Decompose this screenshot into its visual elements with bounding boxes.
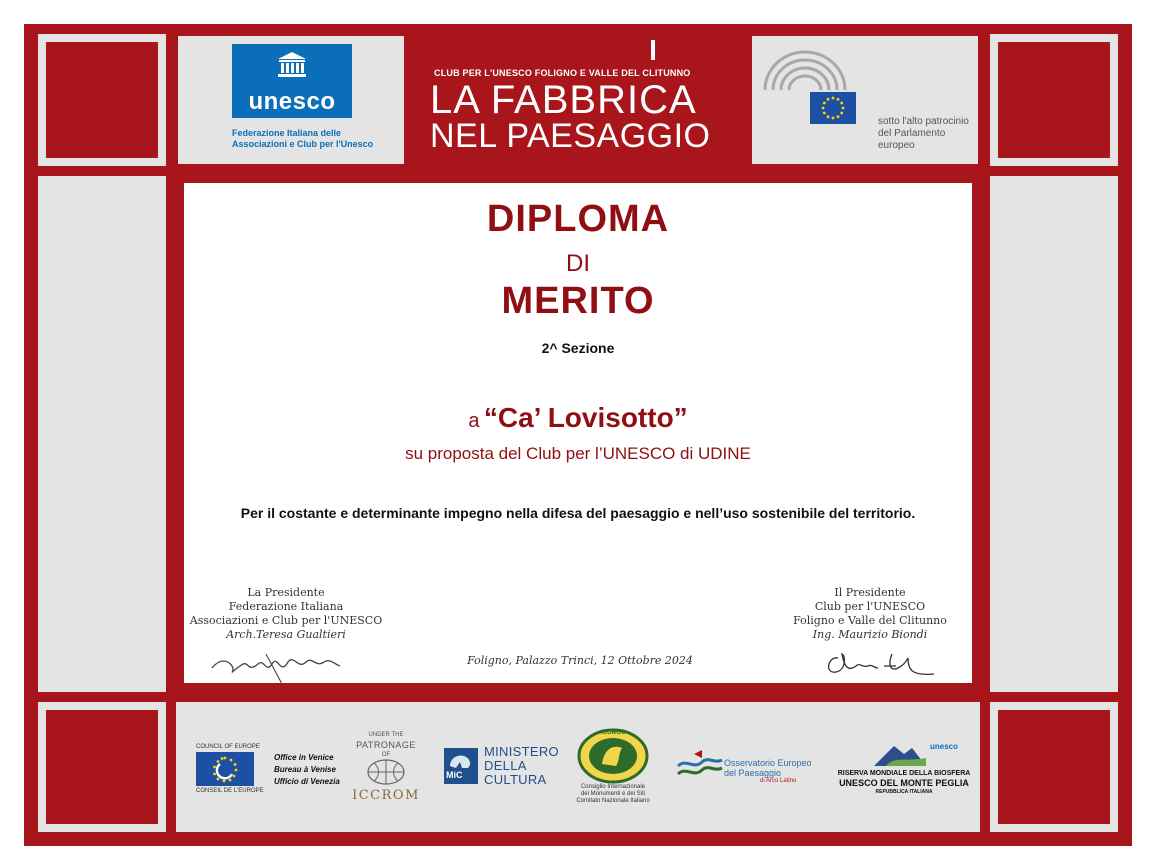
award-recipient: [184, 402, 972, 434]
diploma-di: DI: [566, 250, 590, 277]
corner-top-left: [38, 34, 166, 166]
riserva-unesco-label: unesco: [930, 742, 959, 751]
diploma-merito: MERITO: [501, 280, 655, 322]
patronage-text: sotto l'alto patrocinio del Parlamento europeo: [878, 116, 969, 151]
unesco-temple-icon: [276, 50, 308, 78]
signatory-org: Club per l'UNESCO: [814, 600, 926, 613]
european-parliament-box: [752, 36, 978, 164]
iccrom-logo: UNDER THE PATRONAGE OF ICCROM: [352, 732, 420, 803]
corner-bottom-left: [38, 702, 166, 832]
corner-bottom-right: [990, 702, 1118, 832]
signatory-name: Ing. Maurizio Biondi: [812, 628, 928, 641]
proposal-line: su proposta del Club per l’UNESCO di UDINE: [405, 444, 751, 463]
icomos-emblem-icon: [576, 728, 650, 784]
ministero-text: MINISTERO DELLA CULTURA: [484, 744, 559, 787]
osservatorio-text: Osservatorio Europeo del Paesaggio: [724, 758, 812, 778]
riserva-text: RISERVA MONDIALE DELLA BIOSFERA UNESCO DEL MONTE PEGLIA REPUBBLICA ITALIANA: [837, 770, 971, 795]
right-panel: [990, 176, 1118, 692]
unesco-word: unesco: [248, 88, 336, 115]
signature-block-right: [770, 586, 970, 642]
award-name: “Ca’ Lovisotto”: [483, 402, 688, 433]
icomos-name: ICOMOS: [601, 730, 626, 736]
council-of-europe-logo: [196, 752, 254, 786]
motivation-text: Per il costante e determinante impegno nella difesa del paesaggio e nell’uso sostenibile del territorio.: [240, 505, 916, 521]
eu-flag-icon: [810, 92, 856, 124]
monte-peglia-mountain-icon: [872, 740, 928, 768]
signatory-org: Foligno e Valle del Clitunno: [793, 614, 947, 627]
unesco-logo: [232, 44, 352, 118]
title-accent-mark: [651, 40, 655, 60]
section-label: 2^ Sezione: [541, 340, 615, 356]
corner-top-right: [990, 34, 1118, 166]
signatory-org: Federazione Italiana: [228, 600, 344, 613]
coe-office-text: Office in Venice Bureau à Venise Ufficio di Venezia: [274, 753, 340, 786]
signature-right-icon: [822, 644, 942, 682]
mic-label: MiC: [446, 770, 463, 780]
club-line: CLUB PER L'UNESCO FOLIGNO E VALLE DEL CLITUNNO: [434, 68, 691, 78]
coe-bottom-label: CONSEIL DE L'EUROPE: [196, 788, 264, 794]
unesco-logo-box: [178, 36, 404, 164]
icomos-text: Consiglio Internazionale dei Monumenti e dei Siti Comitato Nazionale Italiano: [576, 784, 650, 804]
signatory-role: Il Presidente: [834, 586, 906, 599]
place-date: Foligno, Palazzo Trinci, 12 Ottobre 2024: [467, 654, 693, 667]
signature-block-left: [186, 586, 386, 642]
event-title-line1: LA FABBRICA: [430, 78, 697, 122]
diploma-title: DIPLOMA: [486, 198, 670, 240]
coe-top-label: COUNCIL OF EUROPE: [196, 744, 260, 750]
parliament-hemicycle-icon: [760, 48, 850, 92]
signatory-role: La Presidente: [247, 586, 325, 599]
signatory-org: Associazioni e Club per l'UNESCO: [189, 614, 383, 627]
event-title-line2: NEL PAESAGGIO: [430, 117, 711, 155]
award-prefix: a: [468, 410, 480, 432]
osservatorio-sub: di Arco Latino: [760, 778, 797, 784]
osservatorio-waves-icon: [676, 748, 724, 780]
unesco-subtitle: Federazione Italiana delle Associazioni e Club per l'Unesco: [232, 128, 374, 149]
signature-left-icon: [206, 644, 346, 686]
left-panel: [38, 176, 166, 692]
signatory-name: Arch.Teresa Gualtieri: [226, 628, 346, 641]
iccrom-globe-icon: [366, 758, 406, 786]
